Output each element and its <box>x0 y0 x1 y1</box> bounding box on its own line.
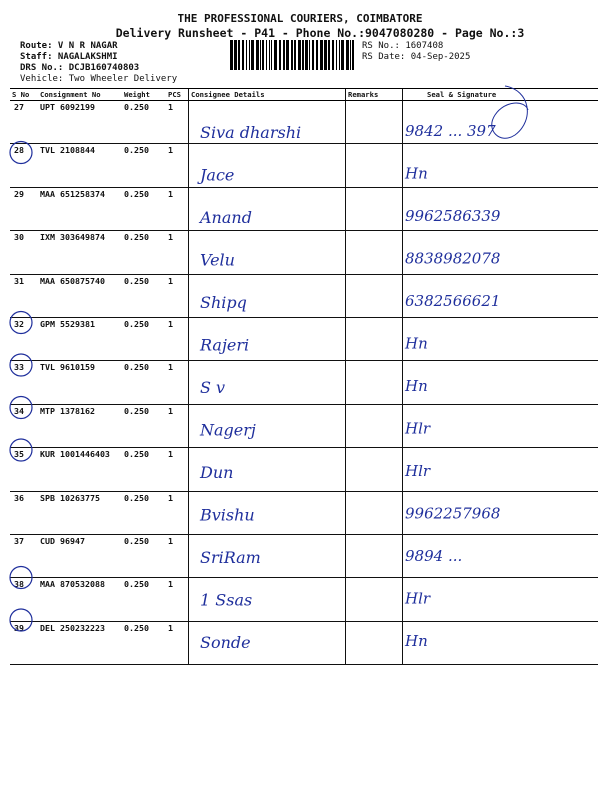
barcode-bar <box>269 40 270 70</box>
row-consignee <box>189 578 346 621</box>
row-pcs: 1 <box>166 491 189 534</box>
consignee-handwritten-name: Rajeri <box>200 335 250 355</box>
drs-label: DRS No.: DCJB160740803 <box>20 63 140 73</box>
row-weight: 0.250 <box>122 621 166 664</box>
row-weight: 0.250 <box>122 187 166 230</box>
row-seal <box>403 274 599 317</box>
consignee-handwritten-name: S v <box>200 378 226 397</box>
row-consignment-no: DEL 250232223 <box>38 621 122 664</box>
row-pcs: 1 <box>166 317 189 360</box>
consignee-handwritten-name: Anand <box>200 208 252 227</box>
barcode-bar <box>251 40 254 70</box>
row-consignment-no: MAA 651258374 <box>38 187 122 230</box>
row-pcs: 1 <box>166 448 189 491</box>
barcode-bar <box>283 40 285 70</box>
row-seal <box>403 621 599 664</box>
barcode-bar <box>328 40 330 70</box>
row-remarks <box>346 448 403 491</box>
col-weight: Weight <box>122 89 166 101</box>
barcode-bar <box>298 40 301 70</box>
recipient-signature: Hn <box>405 164 428 183</box>
row-consignment-no: GPM 5529381 <box>38 317 122 360</box>
barcode-bar <box>291 40 293 70</box>
recipient-signature: 9962257968 <box>405 504 501 523</box>
consignee-handwritten-name: Dun <box>200 463 234 482</box>
row-consignee <box>189 274 346 317</box>
row-weight: 0.250 <box>122 101 166 144</box>
table-body <box>10 101 598 665</box>
row-seal <box>403 231 599 274</box>
row-consignee <box>189 361 346 404</box>
row-seal <box>403 144 599 187</box>
row-remarks <box>346 187 403 230</box>
row-consignment-no: TVL 2108844 <box>38 144 122 187</box>
row-consignment-no: MAA 870532088 <box>38 578 122 621</box>
row-weight: 0.250 <box>122 578 166 621</box>
table-row <box>10 621 598 664</box>
row-pcs: 1 <box>166 101 189 144</box>
row-weight: 0.250 <box>122 361 166 404</box>
recipient-signature: 6382566621 <box>405 292 501 310</box>
consignee-handwritten-name: Siva dharshi <box>200 123 302 142</box>
barcode-bar <box>312 40 314 70</box>
row-pcs: 1 <box>166 187 189 230</box>
row-consignee <box>189 534 346 577</box>
table-row <box>10 101 598 144</box>
barcode-bar <box>350 40 351 70</box>
barcode-bar <box>352 40 354 70</box>
rs-number: RS No.: 1607408 <box>362 41 444 51</box>
row-seal <box>403 101 599 144</box>
barcode-bar <box>305 40 308 70</box>
row-consignment-no: SPB 10263775 <box>38 491 122 534</box>
table-row <box>10 404 598 447</box>
row-sno: 28 <box>10 144 38 187</box>
barcode-bar <box>271 40 272 70</box>
barcode-bar <box>346 40 349 70</box>
col-pcs: PCS <box>166 89 189 101</box>
staff-label: Staff: NAGALAKSHMI <box>20 52 118 62</box>
barcode-bar <box>294 40 296 70</box>
row-consignee <box>189 448 346 491</box>
recipient-signature: Hlr <box>405 462 431 480</box>
barcode-bar <box>242 40 244 70</box>
row-consignee <box>189 404 346 447</box>
table-row <box>10 274 598 317</box>
row-consignment-no: IXM 303649874 <box>38 231 122 274</box>
row-pcs: 1 <box>166 361 189 404</box>
row-consignee <box>189 187 346 230</box>
row-seal <box>403 361 599 404</box>
row-weight: 0.250 <box>122 491 166 534</box>
route-label: Route: V N R NAGAR <box>20 41 118 51</box>
row-seal <box>403 404 599 447</box>
row-sno: 33 <box>10 361 38 404</box>
row-remarks <box>346 101 403 144</box>
table-row <box>10 317 598 360</box>
table-header <box>10 89 598 101</box>
row-remarks <box>346 491 403 534</box>
row-consignment-no: MAA 650875740 <box>38 274 122 317</box>
row-remarks <box>346 317 403 360</box>
runsheet-title: Delivery Runsheet - P41 - Phone No.:9047080280 - Page No.:3 <box>115 26 525 40</box>
row-weight: 0.250 <box>122 231 166 274</box>
vehicle-label: Vehicle: Two Wheeler Delivery <box>20 74 178 84</box>
barcode-bar <box>260 40 261 70</box>
consignee-handwritten-name: Velu <box>200 250 235 270</box>
row-consignee <box>189 144 346 187</box>
recipient-signature: Hlr <box>405 589 431 608</box>
col-consignee: Consignee Details <box>189 89 346 101</box>
col-remarks: Remarks <box>346 89 403 101</box>
col-seal: Seal & Signature <box>403 89 599 101</box>
runsheet-table <box>10 88 598 665</box>
barcode-bar <box>316 40 318 70</box>
barcode-bar <box>234 40 237 70</box>
row-weight: 0.250 <box>122 144 166 187</box>
row-remarks <box>346 144 403 187</box>
recipient-signature: Hn <box>405 632 428 650</box>
barcode-bar <box>309 40 310 70</box>
row-remarks <box>346 578 403 621</box>
table-row <box>10 144 598 187</box>
table-row <box>10 534 598 577</box>
row-consignee <box>189 621 346 664</box>
table-row <box>10 187 598 230</box>
barcode-bar <box>230 40 233 70</box>
row-pcs: 1 <box>166 231 189 274</box>
row-sno: 37 <box>10 534 38 577</box>
row-pcs: 1 <box>166 578 189 621</box>
barcode-bar <box>324 40 327 70</box>
row-seal <box>403 534 599 577</box>
barcode-bar <box>336 40 337 70</box>
recipient-signature: 9842 ... 397 <box>405 122 496 140</box>
consignee-handwritten-name: Bvishu <box>200 505 255 525</box>
company-title: THE PROFESSIONAL COURIERS, COIMBATORE <box>177 12 423 25</box>
barcode-bar <box>262 40 264 70</box>
row-sno: 38 <box>10 578 38 621</box>
col-sno: S No <box>10 89 38 101</box>
row-weight: 0.250 <box>122 274 166 317</box>
barcode-bar <box>341 40 344 70</box>
barcode-bar <box>286 40 289 70</box>
row-weight: 0.250 <box>122 317 166 360</box>
recipient-signature: 9894 ... <box>405 547 463 565</box>
consignee-handwritten-name: Jace <box>200 165 235 185</box>
row-remarks <box>346 361 403 404</box>
barcode-bar <box>332 40 334 70</box>
consignee-handwritten-name: 1 Ssas <box>200 590 253 610</box>
table-row <box>10 578 598 621</box>
row-sno: 32 <box>10 317 38 360</box>
row-consignment-no: UPT 6092199 <box>38 101 122 144</box>
recipient-signature: Hlr <box>405 419 431 438</box>
row-sno: 34 <box>10 404 38 447</box>
barcode-bar <box>279 40 281 70</box>
barcode-bar <box>274 40 277 70</box>
table-row <box>10 231 598 274</box>
row-pcs: 1 <box>166 274 189 317</box>
consignee-handwritten-name: Shipq <box>200 293 247 312</box>
table-row <box>10 361 598 404</box>
row-consignee <box>189 491 346 534</box>
row-weight: 0.250 <box>122 404 166 447</box>
recipient-signature: 9962586339 <box>405 207 501 225</box>
row-consignment-no: CUD 96947 <box>38 534 122 577</box>
row-consignee <box>189 317 346 360</box>
row-remarks <box>346 404 403 447</box>
barcode-bar <box>266 40 267 70</box>
barcode-bar <box>238 40 240 70</box>
row-consignment-no: MTP 1378162 <box>38 404 122 447</box>
row-sno: 29 <box>10 187 38 230</box>
row-seal <box>403 317 599 360</box>
row-remarks <box>346 231 403 274</box>
table-row <box>10 491 598 534</box>
row-pcs: 1 <box>166 621 189 664</box>
table-row <box>10 448 598 491</box>
barcode-bar <box>256 40 259 70</box>
row-sno: 27 <box>10 101 38 144</box>
consignee-handwritten-name: SriRam <box>200 548 261 567</box>
row-consignment-no: KUR 1001446403 <box>38 448 122 491</box>
row-seal <box>403 491 599 534</box>
barcode-bar <box>339 40 340 70</box>
recipient-signature: Hn <box>405 334 428 353</box>
row-pcs: 1 <box>166 404 189 447</box>
row-seal <box>403 578 599 621</box>
row-sno: 39 <box>10 621 38 664</box>
row-consignment-no: TVL 9610159 <box>38 361 122 404</box>
row-pcs: 1 <box>166 144 189 187</box>
row-weight: 0.250 <box>122 534 166 577</box>
row-sno: 36 <box>10 491 38 534</box>
consignee-handwritten-name: Nagerj <box>200 420 256 440</box>
rs-date: RS Date: 04-Sep-2025 <box>362 52 471 62</box>
row-remarks <box>346 534 403 577</box>
row-seal <box>403 187 599 230</box>
row-remarks <box>346 274 403 317</box>
consignee-handwritten-name: Sonde <box>200 633 251 652</box>
col-consignment: Consignment No <box>38 89 122 101</box>
row-pcs: 1 <box>166 534 189 577</box>
barcode <box>230 40 358 70</box>
recipient-signature: 8838982078 <box>405 249 501 268</box>
row-sno: 31 <box>10 274 38 317</box>
barcode-bar <box>320 40 323 70</box>
row-seal <box>403 448 599 491</box>
row-weight: 0.250 <box>122 448 166 491</box>
row-sno: 35 <box>10 448 38 491</box>
row-consignee <box>189 231 346 274</box>
row-remarks <box>346 621 403 664</box>
barcode-bar <box>249 40 250 70</box>
barcode-bar <box>302 40 304 70</box>
recipient-signature: Hn <box>405 377 428 395</box>
barcode-bar <box>246 40 247 70</box>
row-consignee <box>189 101 346 144</box>
row-sno: 30 <box>10 231 38 274</box>
